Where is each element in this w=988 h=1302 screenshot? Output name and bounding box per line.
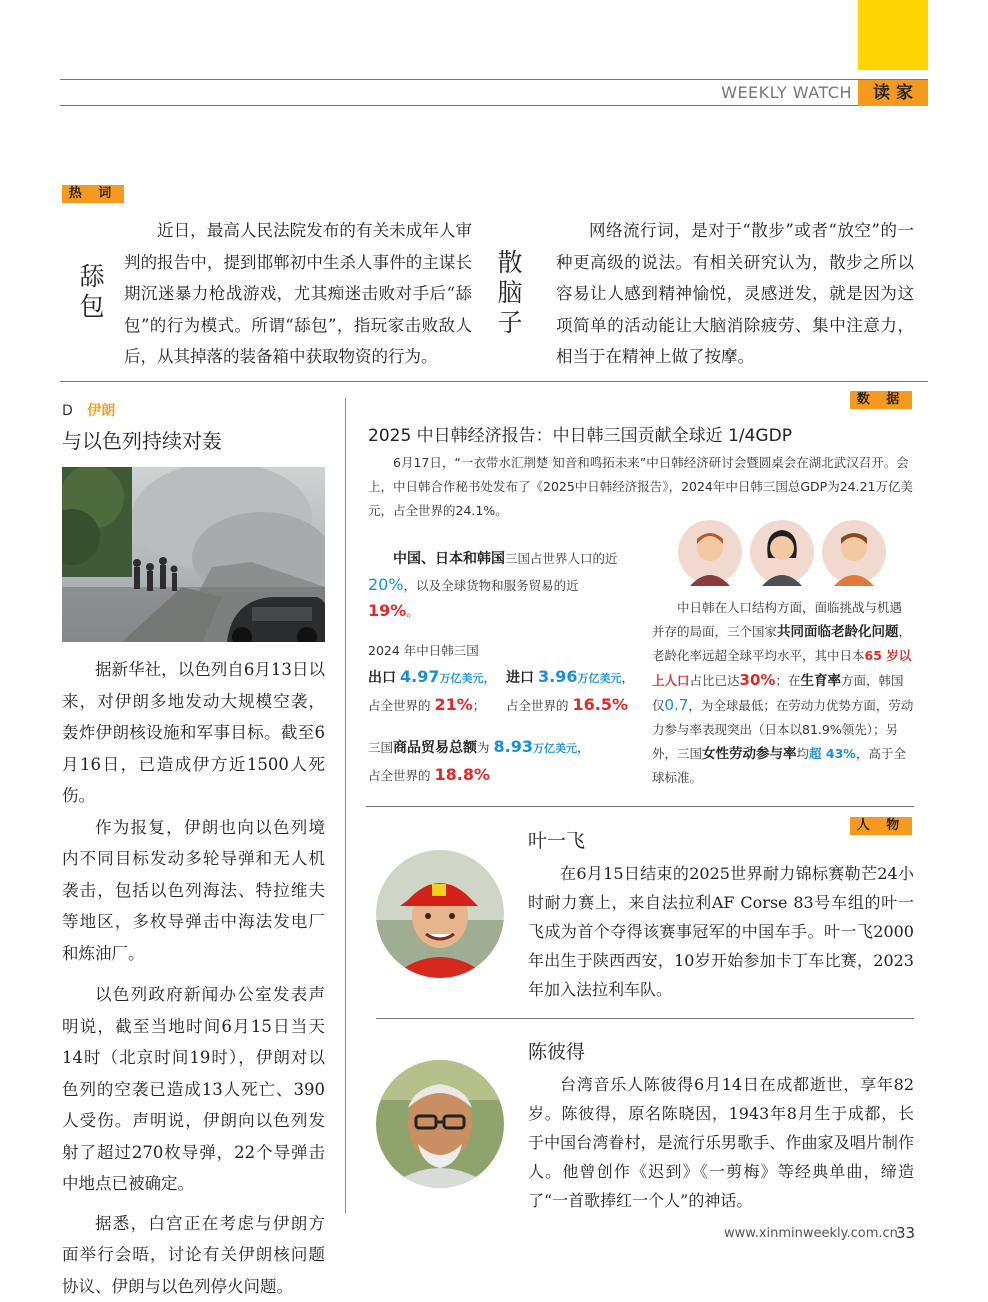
trade-block <box>368 734 638 789</box>
trade-share: 18.8% <box>435 765 491 784</box>
hot-word-1-text <box>124 215 472 373</box>
trade-mid: 为 <box>477 740 490 755</box>
musician-portrait <box>376 1060 504 1188</box>
population-value: 20% <box>368 575 404 594</box>
aging-b2: 生育率 <box>800 673 841 689</box>
data-intro: 6月17日，“一衣带水汇荆楚 知音和鸣拓未来”中日韩经济研讨会暨圆桌会在湖北武汉召开。会上，中日韩合作秘书处发布了《2025中日韩经济报告》，2024年中日韩三国总GDP为24.21万亿美元，占全世界的24.1%。 <box>368 451 913 523</box>
man-avatar-icon <box>678 520 742 586</box>
population-t2: ，以及全球货物和服务贸易的近 <box>404 578 579 593</box>
iran-label-country: 伊朗 <box>87 403 115 419</box>
export-sep: ， <box>483 670 496 685</box>
export-end: ； <box>473 698 486 713</box>
page-number: 33 <box>896 1224 915 1242</box>
person-1-photo <box>376 850 504 978</box>
aging-t5: 方面，韩国仅 <box>652 673 903 713</box>
trade-prefix: 三国 <box>368 740 393 755</box>
person-2-text <box>528 1070 914 1215</box>
people-tag: 人 物 <box>850 817 912 835</box>
trade-sep: ， <box>577 740 590 755</box>
export-value: 4.97 <box>400 667 439 686</box>
column-divider <box>345 398 346 1213</box>
hot-word-1-title-text: 舔包 <box>79 262 105 322</box>
trade-bold: 商品贸易总额 <box>393 740 477 756</box>
import-unit: 万亿美元 <box>577 672 621 685</box>
export-share-label: 占全世界的 <box>368 698 431 713</box>
person-2-photo <box>376 1060 504 1188</box>
iran-label <box>62 400 115 420</box>
aging-t3: 占比已达 <box>690 673 740 688</box>
hot-word-1-title <box>72 262 112 322</box>
weekly-watch-label: WEEKLY WATCH <box>720 83 852 102</box>
race-driver-portrait <box>376 850 504 978</box>
population-t3: 。 <box>406 604 419 619</box>
data-title: 2025 中日韩经济报告：中日韩三国贡献全球近 1/4GDP <box>368 421 792 446</box>
import-block <box>506 664 646 719</box>
man-2-avatar-icon <box>822 520 886 586</box>
trade-share-label: 占全世界的 <box>368 768 431 783</box>
hot-word-1-paragraph: 近日，最高人民法院发布的有关未成年人审判的报告中，提到邯郸初中生杀人事件的主谋长期沉迷暴力枪战游戏，尤其痴迷击败对手后“舔包”的行为模式。所谓“舔包”，指玩家击败敌人后，从其掉落的装备箱中获取物资的行为。 <box>124 215 472 373</box>
aging-t8: ，高于全球标准。 <box>652 746 906 785</box>
section-label: 读 家 <box>858 80 928 106</box>
hot-word-2-title-text: 散脑子 <box>497 248 523 338</box>
import-share-label: 占全世界的 <box>506 698 569 713</box>
import-share: 16.5% <box>573 695 629 714</box>
aging-t1: 中日韩在人口结构方面，面临挑战与机遇并存的局面，三个国家 <box>652 600 902 639</box>
aging-b3: 女性劳动参与率 <box>702 746 797 762</box>
aging-v1: 65 岁以上人口 <box>652 648 911 688</box>
export-block <box>368 664 508 719</box>
aging-t2: ，老龄化率远超全球平均水平，其中日本 <box>652 624 911 663</box>
header-bottom-rule <box>60 105 858 106</box>
iran-paragraph: 据新华社，以色列自6月13日以来，对伊朗多地发动大规模空袭，轰炸伊朗核设施和军事目标。截至6月16日，已造成伊方近1500人死伤。 <box>62 654 325 812</box>
iran-paragraph: 以色列政府新闻办公室发表声明说，截至当地时间6月15日当天14时（北京时间19时），伊朗对以色列的空袭已造成13人死亡、390人受伤。声明说，伊朗向以色列发射了超过270枚导弹，22个导弹击中地点已被确定。 <box>62 979 325 1200</box>
yellow-corner-block <box>858 0 928 70</box>
export-label: 出口 <box>368 670 396 686</box>
year-label: 2024 年中日韩三国 <box>368 638 479 663</box>
trade-unit: 万亿美元 <box>533 742 577 755</box>
aging-v2: 30% <box>740 671 776 689</box>
export-unit: 万亿美元 <box>439 672 483 685</box>
people-avatars-illustration <box>678 518 888 586</box>
aging-block <box>652 596 914 790</box>
hot-word-2-title <box>490 248 530 338</box>
explosion-ruins-image <box>62 467 325 642</box>
header-top-rule <box>60 79 928 80</box>
iran-paragraph: 据悉，白宫正在考虑与伊朗方面举行会晤，讨论有关伊朗核问题协议、伊朗与以色列停火问题。 <box>62 1208 325 1302</box>
person-2-paragraph: 台湾音乐人陈彼得6月14日在成都逝世，享年82岁。陈彼得，原名陈晓因，1943年8月生于成都，长于中国台湾眷村，是流行乐男歌手、作曲家及唱片制作人。他曾创作《迟到》《一剪梅》等经典单曲，缔造了“一首歌捧红一个人”的神话。 <box>528 1070 914 1215</box>
hot-words-bottom-rule <box>60 381 928 382</box>
aging-b1: 共同面临老龄化问题 <box>777 624 899 640</box>
population-t1: 三国占世界人口的近 <box>505 551 618 566</box>
import-value: 3.96 <box>538 667 577 686</box>
woman-avatar-icon <box>750 520 814 586</box>
iran-paragraph: 作为报复，伊朗也向以色列境内不同目标发动多轮导弹和无人机袭击，包括以色列海法、特拉维夫等地区，多枚导弹击中海法发电厂和炼油厂。 <box>62 812 325 970</box>
footer-url: www.xinminweekly.com.cn <box>724 1226 898 1241</box>
import-sep: ， <box>621 670 634 685</box>
person-2-name: 陈彼得 <box>528 1037 585 1064</box>
iran-title: 与以色列持续对轰 <box>62 425 222 454</box>
export-share: 21% <box>435 695 473 714</box>
import-label: 进口 <box>506 670 534 686</box>
people-divider <box>376 1018 914 1019</box>
data-bottom-rule <box>366 806 914 807</box>
population-bold: 中国、日本和韩国 <box>393 551 505 567</box>
trade-value: 8.93 <box>494 737 533 756</box>
hot-word-2-text <box>556 215 914 373</box>
hot-word-2-paragraph: 网络流行词，是对于“散步”或者“放空”的一种更高级的说法。有相关研究认为，散步之所以容易让人感到精神愉悦，灵感迸发，就是因为这项简单的活动能让大脑消除疲劳、集中注意力，相当于在精神上做了按摩。 <box>556 215 914 373</box>
aging-t7: 均 <box>797 746 810 761</box>
person-1-paragraph: 在6月15日结束的2025世界耐力锦标赛勒芒24小时耐力赛上，来自法拉利AF Corse 83号车组的叶一飞成为首个夺得该赛事冠军的中国车手。叶一飞2000年出生于陕西西安，10岁开始参加卡丁车比赛，2023年加入法拉利车队。 <box>528 859 914 1004</box>
person-1-name: 叶一飞 <box>528 826 585 853</box>
iran-body <box>62 654 325 1302</box>
iran-photo <box>62 467 325 642</box>
aging-t6: ，为全球最低；在劳动力优势方面，劳动力参与率表现突出（日本以81.9%领先）；另外，三国 <box>652 698 913 761</box>
population-block <box>368 546 638 624</box>
aging-v3: 0.7 <box>665 696 689 714</box>
data-tag: 数 据 <box>850 391 912 409</box>
aging-v4: 超 43% <box>809 746 856 761</box>
aging-t4: ；在 <box>775 673 800 688</box>
hot-words-tag: 热 词 <box>62 185 124 203</box>
trade-share-value: 19% <box>368 601 406 620</box>
person-1-text <box>528 859 914 1004</box>
iran-label-letter: D <box>62 403 73 419</box>
